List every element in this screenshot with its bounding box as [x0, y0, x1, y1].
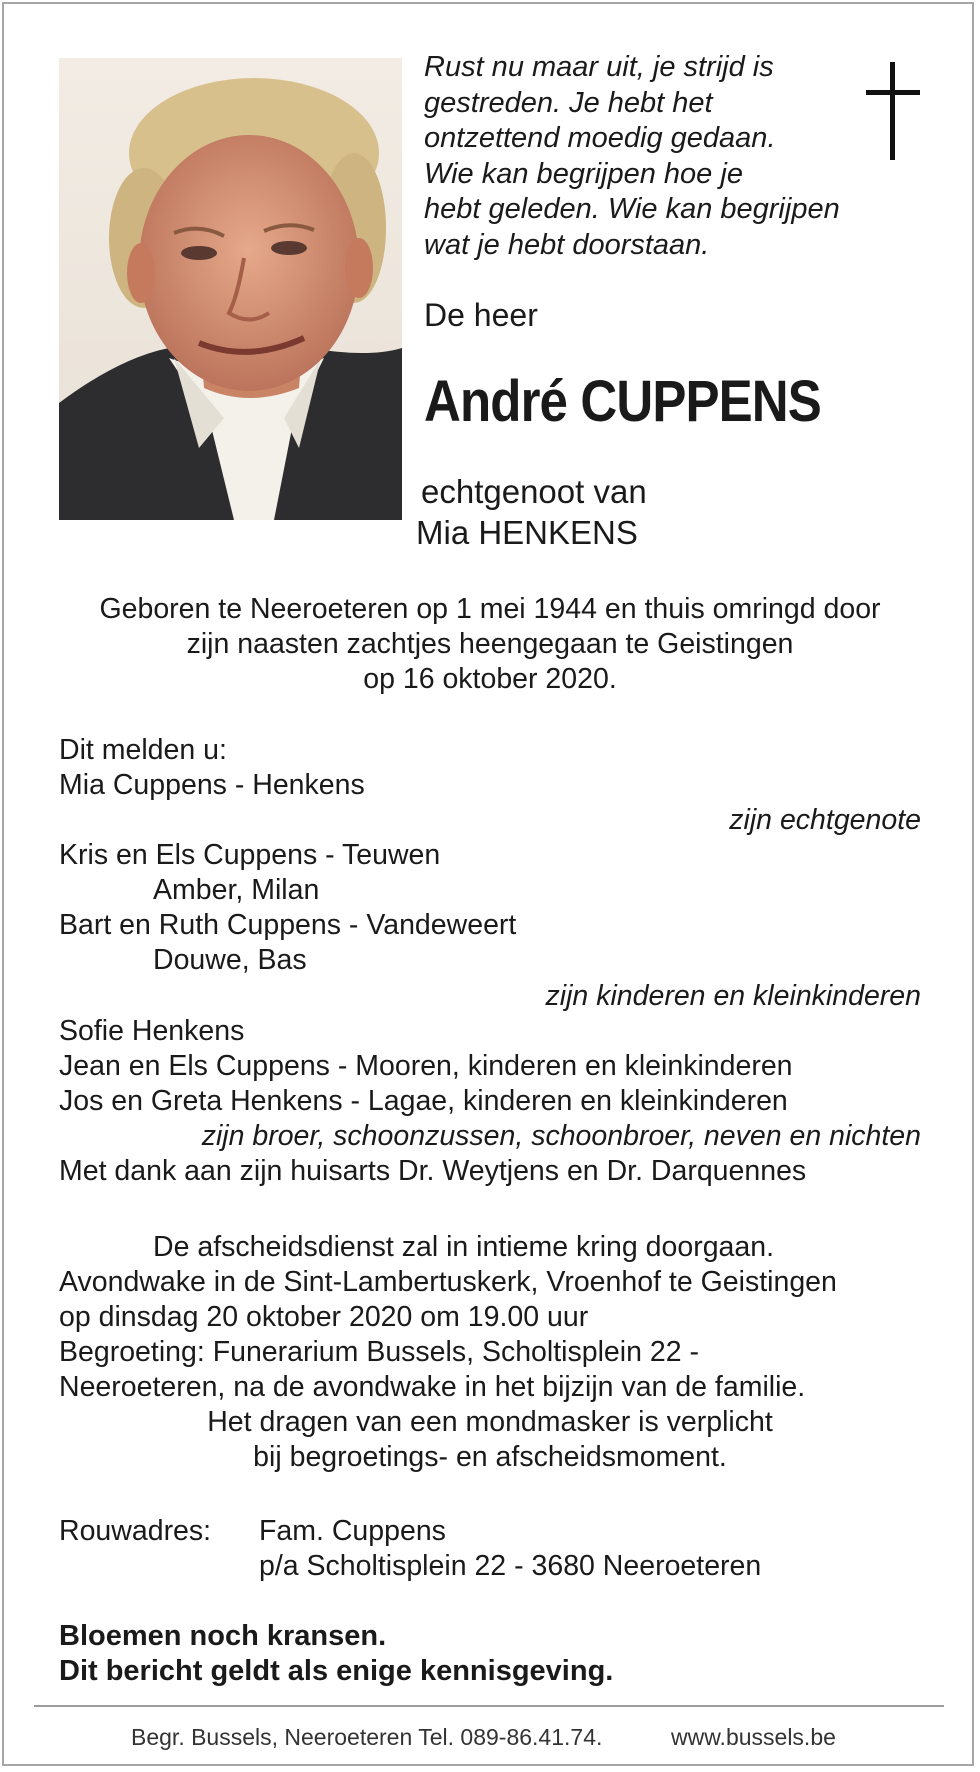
footer-company: Begr. Bussels, Neeroeteren Tel. 089-86.41.74.: [131, 1724, 603, 1750]
poem-line: ontzettend moedig gedaan.: [424, 122, 776, 154]
family-child: Kris en Els Cuppens - Teuwen: [59, 839, 441, 871]
service-line: De afscheidsdienst zal in intieme kring doorgaan.: [153, 1231, 775, 1263]
family-sibling: Jean en Els Cuppens - Mooren, kinderen en kleinkinderen: [59, 1050, 793, 1082]
poem: [424, 50, 840, 263]
family-role: zijn broer, schoonzussen, schoonbroer, neven en nichten: [201, 1120, 921, 1152]
deceased-name: André CUPPENS: [424, 369, 821, 434]
family-sibling: Jos en Greta Henkens - Lagae, kinderen en kleinkinderen: [59, 1085, 788, 1117]
family-intro: Dit melden u:: [59, 734, 227, 766]
portrait-photo: [59, 58, 402, 520]
address-line: p/a Scholtisplein 22 - 3680 Neeroeteren: [259, 1550, 762, 1582]
poem-line: wat je hebt doorstaan.: [424, 228, 710, 261]
poem-line: hebt geleden. Wie kan begrijpen: [424, 193, 840, 225]
spouse-line: echtgenoot van: [421, 473, 647, 510]
family-grandchildren: Douwe, Bas: [153, 944, 307, 976]
family-role: zijn echtgenote: [729, 804, 921, 836]
spouse-name: Mia HENKENS: [416, 514, 638, 551]
service-line: op dinsdag 20 oktober 2020 om 19.00 uur: [59, 1301, 589, 1333]
honorific: De heer: [424, 297, 538, 333]
family-thanks: Met dank aan zijn huisarts Dr. Weytjens en Dr. Darquennes: [59, 1155, 807, 1187]
service-line: Avondwake in de Sint-Lambertuskerk, Vroenhof te Geistingen: [59, 1266, 837, 1298]
divider: [34, 1705, 944, 1707]
poem-line: Rust nu maar uit, je strijd is: [424, 51, 774, 83]
family-sibling: Sofie Henkens: [59, 1015, 245, 1047]
poem-line: Wie kan begrijpen hoe je: [424, 157, 743, 190]
cross-icon: [866, 62, 920, 160]
service-line: Het dragen van een mondmasker is verplicht: [207, 1406, 773, 1438]
address-line: Fam. Cuppens: [259, 1515, 446, 1547]
service-line: Neeroeteren, na de avondwake in het bijzijn van de familie.: [59, 1371, 806, 1403]
service-line: bij begroetings- en afscheidsmoment.: [253, 1441, 727, 1473]
address-label: Rouwadres:: [59, 1515, 212, 1547]
birth-line: op 16 oktober 2020.: [363, 663, 617, 695]
footer-website[interactable]: www.bussels.be: [671, 1724, 836, 1750]
closing-line: Bloemen noch kransen.: [59, 1620, 387, 1652]
poem-line: gestreden. Je hebt het: [424, 86, 713, 119]
family-child: Bart en Ruth Cuppens - Vandeweert: [59, 909, 517, 941]
service-line: Begroeting: Funerarium Bussels, Scholtisplein 22 -: [59, 1336, 699, 1368]
closing-line: Dit bericht geldt als enige kennisgeving.: [59, 1655, 614, 1687]
birth-line: zijn naasten zachtjes heengegaan te Geistingen: [186, 628, 794, 660]
birth-line: Geboren te Neeroeteren op 1 mei 1944 en thuis omringd door: [99, 593, 881, 625]
family-grandchildren: Amber, Milan: [153, 874, 320, 906]
family-role: zijn kinderen en kleinkinderen: [545, 980, 921, 1012]
family-spouse: Mia Cuppens - Henkens: [59, 769, 365, 801]
